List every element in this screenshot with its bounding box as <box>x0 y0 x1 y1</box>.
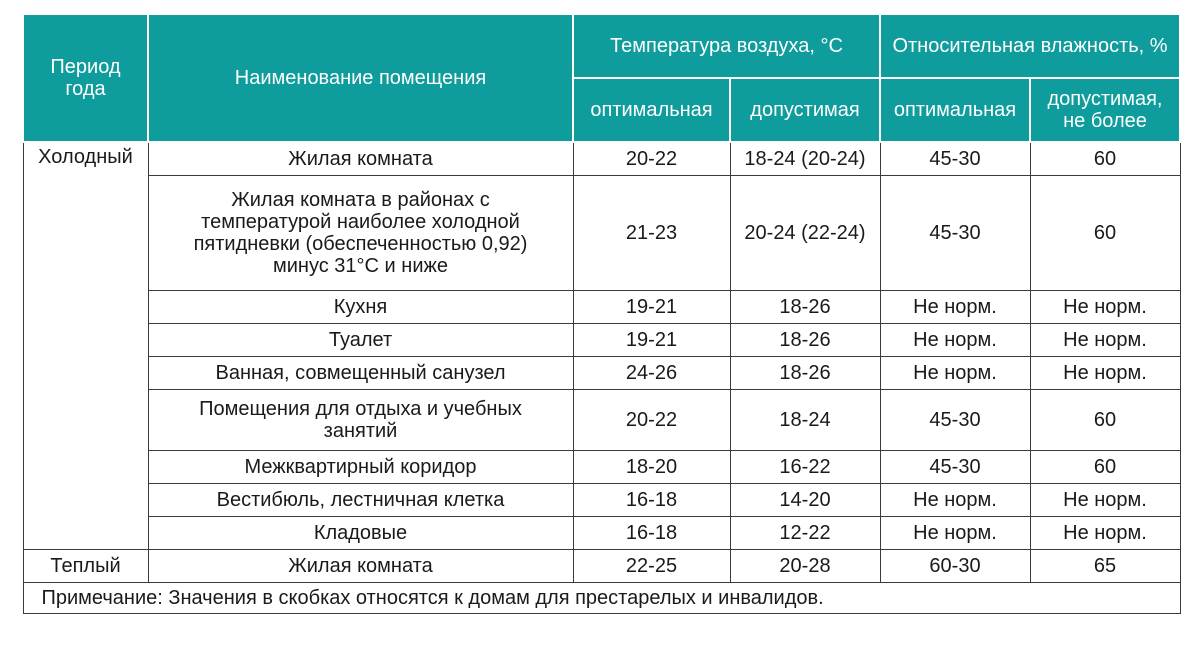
table-row <box>23 484 1180 517</box>
temp-allowable: 20-24 (22-24) <box>730 176 880 291</box>
humidity-optimal: Не норм. <box>880 517 1030 550</box>
humidity-optimal: Не норм. <box>880 291 1030 324</box>
climate-norms-table <box>22 13 1181 614</box>
room-name: Кладовые <box>148 517 573 550</box>
humidity-optimal: Не норм. <box>880 357 1030 390</box>
room-name: Жилая комната в районах с температурой наиболее холодной пятидневки (обеспеченностью 0,92) минус 31°С и ниже <box>148 176 573 291</box>
temp-optimal: 22-25 <box>573 550 730 583</box>
temp-optimal: 18-20 <box>573 451 730 484</box>
header-temp-optimal: оптимальная <box>573 78 730 142</box>
header-temperature: Температура воздуха, °С <box>573 14 880 78</box>
room-name: Ванная, совмещенный санузел <box>148 357 573 390</box>
temp-allowable: 18-26 <box>730 357 880 390</box>
period-warm: Теплый <box>23 550 148 583</box>
humidity-allowable: Не норм. <box>1030 484 1180 517</box>
header-period: Период года <box>23 14 148 142</box>
note-row <box>23 583 1180 614</box>
temp-optimal: 20-22 <box>573 390 730 451</box>
humidity-allowable: Не норм. <box>1030 357 1180 390</box>
humidity-optimal: 45-30 <box>880 176 1030 291</box>
temp-optimal: 16-18 <box>573 517 730 550</box>
room-name: Вестибюль, лестничная клетка <box>148 484 573 517</box>
temp-allowable: 18-26 <box>730 324 880 357</box>
humidity-optimal: 45-30 <box>880 451 1030 484</box>
header-room-name: Наименование помещения <box>148 14 573 142</box>
temp-allowable: 16-22 <box>730 451 880 484</box>
room-name: Жилая комната <box>148 142 573 176</box>
humidity-optimal: Не норм. <box>880 324 1030 357</box>
table-row <box>23 390 1180 451</box>
humidity-optimal: Не норм. <box>880 484 1030 517</box>
table-row <box>23 176 1180 291</box>
humidity-allowable: 60 <box>1030 390 1180 451</box>
header-humidity: Относительная влажность, % <box>880 14 1180 78</box>
humidity-allowable: Не норм. <box>1030 291 1180 324</box>
room-name: Помещения для отдыха и учебных занятий <box>148 390 573 451</box>
room-name: Жилая комната <box>148 550 573 583</box>
table-body <box>23 142 1180 614</box>
humidity-allowable: 60 <box>1030 451 1180 484</box>
temp-optimal: 20-22 <box>573 142 730 176</box>
room-name: Межквартирный коридор <box>148 451 573 484</box>
temp-optimal: 24-26 <box>573 357 730 390</box>
humidity-allowable: Не норм. <box>1030 324 1180 357</box>
table-row <box>23 550 1180 583</box>
table-row <box>23 142 1180 176</box>
room-name: Кухня <box>148 291 573 324</box>
temp-optimal: 16-18 <box>573 484 730 517</box>
table-row <box>23 291 1180 324</box>
table-row <box>23 451 1180 484</box>
temp-allowable: 18-24 (20-24) <box>730 142 880 176</box>
temp-optimal: 19-21 <box>573 291 730 324</box>
table-row <box>23 324 1180 357</box>
temp-allowable: 14-20 <box>730 484 880 517</box>
table-row <box>23 517 1180 550</box>
humidity-optimal: 60-30 <box>880 550 1030 583</box>
temp-allowable: 18-24 <box>730 390 880 451</box>
period-cold: Холодный <box>23 142 148 550</box>
temp-optimal: 19-21 <box>573 324 730 357</box>
temp-optimal: 21-23 <box>573 176 730 291</box>
temp-allowable: 12-22 <box>730 517 880 550</box>
header-humidity-optimal: оптимальная <box>880 78 1030 142</box>
humidity-allowable: 65 <box>1030 550 1180 583</box>
temp-allowable: 20-28 <box>730 550 880 583</box>
table-note: Примечание: Значения в скобках относятся к домам для престарелых и инвалидов. <box>23 583 1180 614</box>
table-row <box>23 357 1180 390</box>
humidity-allowable: 60 <box>1030 176 1180 291</box>
header-temp-allowable: допустимая <box>730 78 880 142</box>
table-header <box>23 14 1180 142</box>
humidity-optimal: 45-30 <box>880 390 1030 451</box>
humidity-allowable: 60 <box>1030 142 1180 176</box>
room-name: Туалет <box>148 324 573 357</box>
temp-allowable: 18-26 <box>730 291 880 324</box>
header-humidity-allowable: допустимая, не более <box>1030 78 1180 142</box>
humidity-allowable: Не норм. <box>1030 517 1180 550</box>
humidity-optimal: 45-30 <box>880 142 1030 176</box>
